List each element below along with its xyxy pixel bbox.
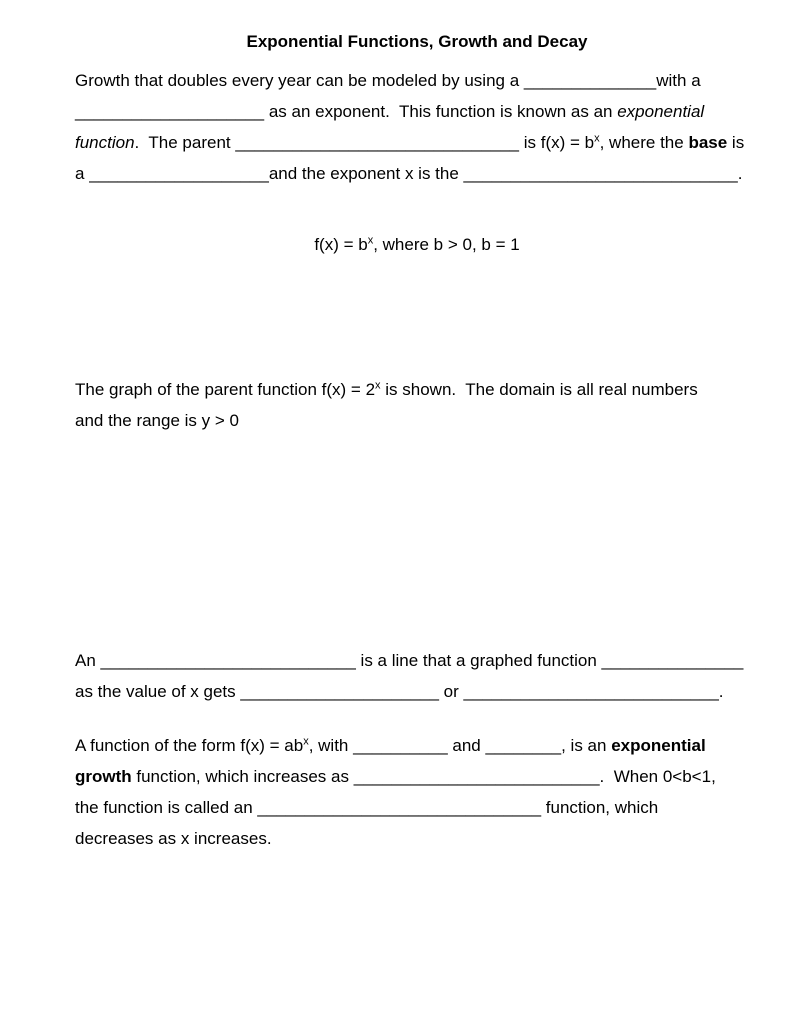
text-run: , where the: [599, 133, 689, 152]
blank: ________: [485, 736, 562, 755]
paragraph-graph-description: [75, 374, 759, 436]
text-run: decreases as x increases.: [75, 829, 272, 848]
blank: ______________________________: [235, 133, 519, 152]
text-line: [75, 96, 759, 127]
text-line: [75, 730, 759, 761]
text-line: [75, 792, 759, 823]
text-run: or: [438, 682, 464, 701]
text-line: [75, 761, 759, 792]
text-run: is: [727, 133, 745, 152]
text-run: growth: [75, 767, 132, 786]
text-line: [75, 127, 759, 158]
blank: _______________: [601, 651, 744, 670]
text-run: function, which: [541, 798, 659, 817]
blank: _____________________: [240, 682, 439, 701]
text-run: is a line that a graphed function: [355, 651, 602, 670]
paragraph-asymptote: [75, 645, 759, 707]
text-run: function, which increases as: [131, 767, 354, 786]
text-line: [75, 676, 759, 707]
text-run: and: [447, 736, 486, 755]
blank: ______________________________: [257, 798, 542, 817]
blank: __________: [353, 736, 448, 755]
text-line: [75, 823, 759, 854]
text-run: . When 0<b<1,: [599, 767, 716, 786]
text-run: function: [75, 133, 135, 152]
superscript-text: x: [303, 735, 309, 748]
paragraph-exponential-definition: [75, 65, 759, 189]
paragraph-growth-decay: [75, 730, 759, 854]
blank: ______________: [523, 71, 657, 90]
blank: ___________________: [89, 164, 269, 183]
text-run: , with: [308, 736, 354, 755]
text-run: .: [737, 164, 743, 183]
text-run: and the range is y > 0: [75, 411, 239, 430]
formula-line: [75, 229, 759, 260]
text-run: with a: [656, 71, 701, 90]
text-run: as an exponent. This function is known as an: [264, 102, 618, 121]
text-run: is f(x) = b: [519, 133, 595, 152]
blank: _____________________________: [463, 164, 738, 183]
text-run: Growth that doubles every year can be modeled by using a: [75, 71, 524, 90]
blank: __________________________: [353, 767, 600, 786]
blank: ____________________: [75, 102, 265, 121]
blank: ___________________________: [463, 682, 719, 701]
formula-text: [75, 229, 759, 260]
text-line: [75, 645, 759, 676]
text-run: is shown. The domain is all real numbers: [380, 380, 698, 399]
superscript-text: x: [375, 379, 381, 392]
document-title: Exponential Functions, Growth and Decay: [246, 32, 588, 51]
text-run: base: [688, 133, 728, 152]
text-run: , where b > 0, b = 1: [373, 235, 520, 254]
text-run: , is an: [561, 736, 612, 755]
text-line: [75, 65, 759, 96]
text-line: [75, 158, 759, 189]
text-run: .: [718, 682, 724, 701]
text-run: as the value of x gets: [75, 682, 241, 701]
text-run: f(x) = b: [314, 235, 368, 254]
text-run: exponential: [617, 102, 705, 121]
superscript-text: x: [594, 132, 600, 145]
text-run: A function of the form f(x) = ab: [75, 736, 304, 755]
text-run: and the exponent x is the: [268, 164, 464, 183]
text-run: An: [75, 651, 101, 670]
text-run: exponential: [611, 736, 706, 755]
text-line: [75, 374, 759, 405]
superscript-text: x: [367, 234, 374, 247]
text-line: [75, 405, 759, 436]
text-run: the function is called an: [75, 798, 258, 817]
text-run: a: [75, 164, 90, 183]
blank: ___________________________: [100, 651, 356, 670]
text-run: The graph of the parent function f(x) = 2: [75, 380, 376, 399]
text-run: . The parent: [134, 133, 236, 152]
